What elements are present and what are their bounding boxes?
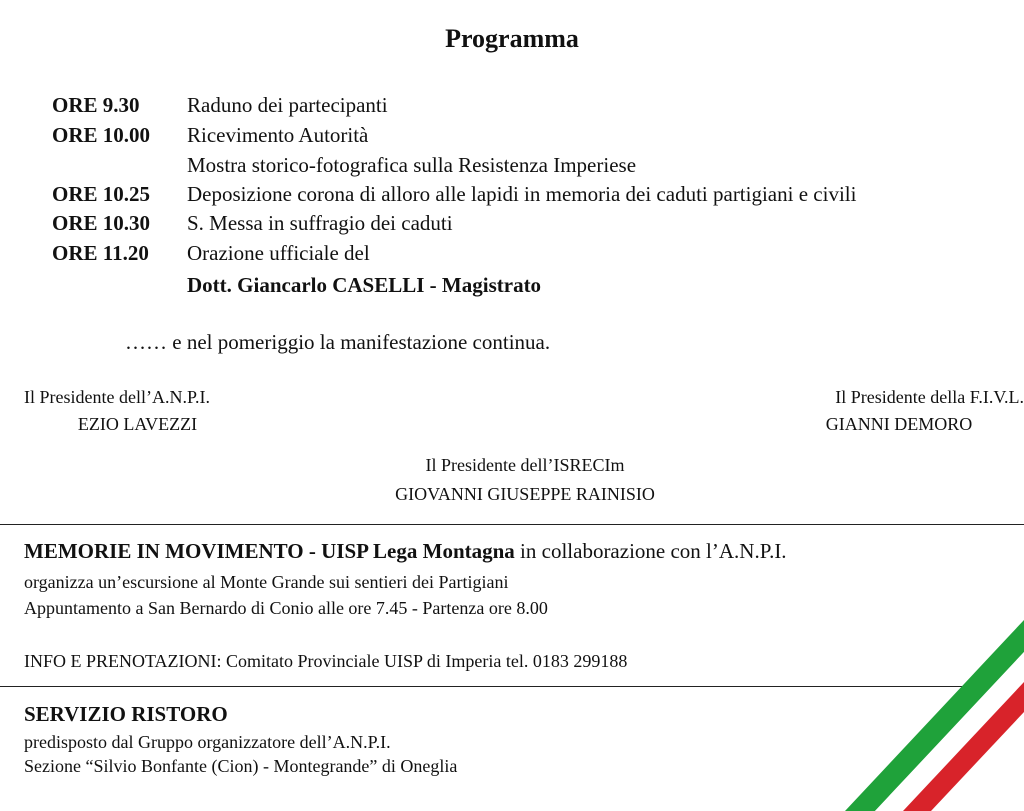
ristoro-line: Sezione “Silvio Bonfante (Cion) - Montegrande” di Oneglia [24, 756, 458, 776]
schedule-time: ORE 11.20 [52, 241, 149, 265]
schedule-time: ORE 10.00 [52, 123, 151, 147]
schedule-activity: S. Messa in suffragio dei caduti [187, 211, 453, 235]
signature-anpi-role: Il Presidente dell’A.N.P.I. [24, 387, 210, 407]
signature-fivl-name: GIANNI DEMORO [825, 414, 973, 434]
ristoro-heading: SERVIZIO RISTORO [24, 702, 228, 726]
schedule-time: ORE 10.30 [52, 211, 151, 235]
page-title: Programma [445, 24, 579, 53]
speaker-name: Dott. Giancarlo CASELLI - Magistrato [187, 273, 542, 297]
schedule-activity: Deposizione corona di alloro alle lapidi in memoria dei caduti partigiani e civili [187, 182, 857, 206]
info-line: INFO E PRENOTAZIONI: Comitato Provinciale UISP di Imperia tel. 0183 299188 [24, 651, 628, 671]
afternoon-note: …… e nel pomeriggio la manifestazione continua. [125, 330, 551, 354]
excursion-heading-rest: in collaborazione con l’A.N.P.I. [514, 539, 787, 563]
schedule-activity-sub: Mostra storico-fotografica sulla Resistenza Imperiese [187, 153, 637, 177]
excursion-line: organizza un’escursione al Monte Grande sui sentieri dei Partigiani [24, 572, 509, 592]
excursion-line: Appuntamento a San Bernardo di Conio alle ore 7.45 - Partenza ore 8.00 [24, 598, 548, 618]
signature-anpi-name: EZIO LAVEZZI [77, 414, 198, 434]
excursion-heading-bold: MEMORIE IN MOVIMENTO - UISP Lega Montagna [24, 539, 515, 563]
schedule-activity: Orazione ufficiale del [187, 241, 370, 265]
schedule-activity: Ricevimento Autorità [187, 123, 369, 147]
ristoro-line: predisposto dal Gruppo organizzatore dell’A.N.P.I. [24, 732, 391, 752]
schedule-activity: Raduno dei partecipanti [187, 93, 388, 117]
signature-isrecim-name: GIOVANNI GIUSEPPE RAINISIO [395, 484, 655, 504]
schedule-time: ORE 10.25 [52, 182, 151, 206]
signature-fivl-role: Il Presidente della F.I.V.L. [835, 387, 1024, 407]
signature-isrecim-role: Il Presidente dell’ISRECIm [425, 455, 625, 475]
schedule-time: ORE 9.30 [52, 93, 140, 117]
